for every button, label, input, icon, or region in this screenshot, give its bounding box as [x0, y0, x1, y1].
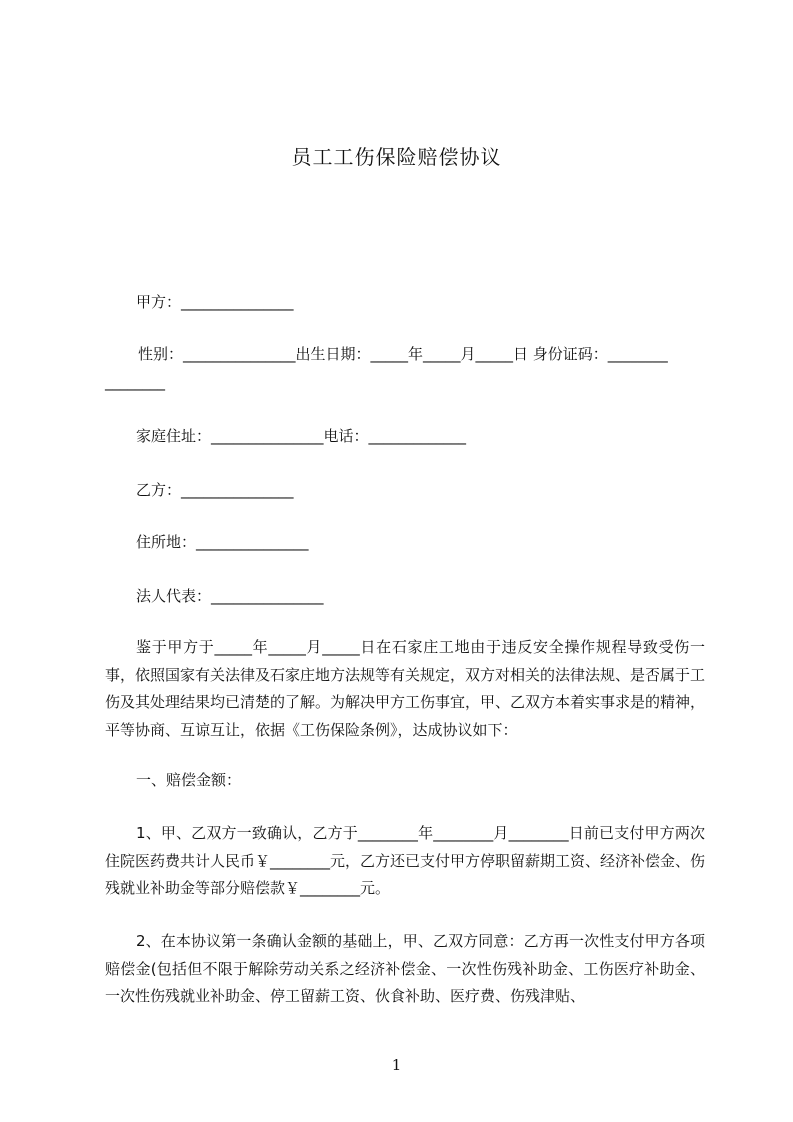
address-field: 家庭住址：_______________电话：_____________: [136, 427, 467, 445]
intro-paragraph: [105, 634, 705, 744]
clause-1-text: 1、甲、乙双方一致确认，乙方于________年________月________日前已支付甲方两次住院医药费共计人民币￥________元，乙方还已支付甲方停职留薪期工资、经济补偿金、伤残就业补助金等部分赔偿款￥________元。: [105, 824, 706, 897]
page-number: 1: [391, 1056, 402, 1074]
clause-2-paragraph: [105, 928, 705, 1011]
personal-info-field: 性别：_______________出生日期：_____年_____月_____日 身份证码：________: [138, 345, 668, 363]
party-a-field: 甲方：_______________: [136, 293, 294, 311]
section-heading: 一、赔偿金额：: [136, 771, 242, 789]
personal-info-field-continued: ________: [105, 373, 165, 391]
page-title: 员工工伤保险赔偿协议: [291, 145, 502, 169]
residence-field: 住所地：_______________: [136, 533, 309, 551]
party-b-field: 乙方：_______________: [136, 481, 294, 499]
clause-2-text: 2、在本协议第一条确认金额的基础上，甲、乙双方同意：乙方再一次性支付甲方各项赔偿金(包括但不限于解除劳动关系之经济补偿金、一次性伤残补助金、工伤医疗补助金、一次性伤残就业补助金、停工留薪工资、伙食补助、医疗费、伤残津贴、: [105, 932, 705, 1005]
intro-text: 鉴于甲方于_____年_____月_____日在石家庄工地由于违反安全操作规程导致受伤一事，依照国家有关法律及石家庄地方法规等有关规定，双方对相关的法律法规、是否属于工伤及其处理结果均已清楚的了解。为解决甲方工伤事宜，甲、乙双方本着实事求是的精神，平等协商、互谅互让，依据《工伤保险条例》，达成协议如下：: [105, 638, 706, 739]
clause-1-paragraph: [105, 820, 705, 903]
legal-rep-field: 法人代表：_______________: [136, 587, 324, 605]
